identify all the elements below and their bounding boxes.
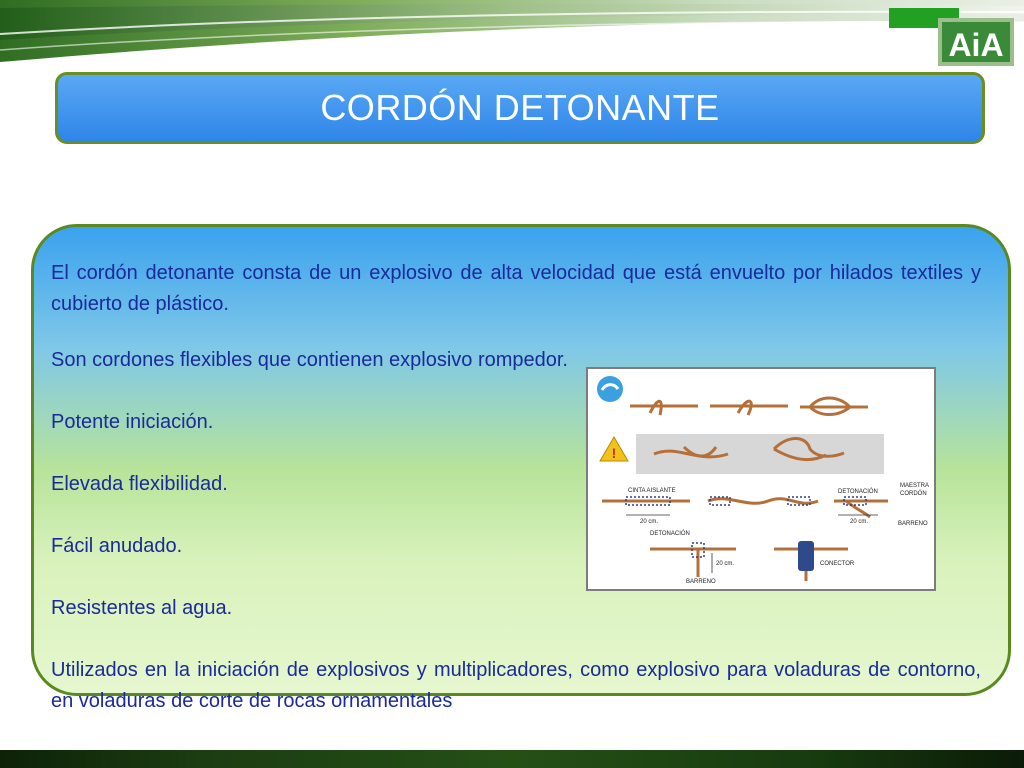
- label-cinta-aislante: CINTA AISLANTE: [628, 488, 676, 494]
- logo-text: AiA: [948, 27, 1004, 63]
- paragraph-knotting: Fácil anudado.: [51, 535, 183, 557]
- label-maestra: MAESTRA: [900, 483, 930, 489]
- slide-title-box: [55, 72, 985, 144]
- label-conector: CONECTOR: [820, 561, 855, 567]
- knot-row-4: [650, 530, 855, 585]
- header-decorative-band: [0, 0, 1024, 70]
- label-distance-1: 20 cm.: [640, 519, 659, 525]
- paragraph-flexible-cords: Son cordones flexibles que contienen explosivo rompedor.: [51, 349, 568, 371]
- incorrect-knots-banner: [636, 434, 884, 474]
- label-cordon: CORDÓN: [900, 491, 927, 497]
- svg-text:!: !: [611, 445, 617, 461]
- knot-row-3: [602, 483, 929, 527]
- paragraph-composition: El cordón detonante consta de un explosivo de alta velocidad que está envuelto por hilados textiles y cubierto de plástico.: [51, 262, 981, 315]
- aia-logo: [886, 6, 1016, 68]
- label-barreno-top: BARRENO: [898, 521, 928, 527]
- connector-icon: [798, 541, 814, 571]
- label-distance-2: 20 cm.: [850, 519, 869, 525]
- footer-decorative-band: [0, 750, 1024, 768]
- label-barreno-bottom: BARRENO: [686, 579, 716, 585]
- warning-icon: [600, 437, 628, 461]
- label-detonacion-top: DETONACIÓN: [838, 489, 878, 495]
- approved-icon: [597, 376, 623, 402]
- slide-title: CORDÓN DETONANTE: [320, 87, 720, 128]
- knot-row-1: [630, 398, 868, 415]
- paragraph-initiation: Potente iniciación.: [51, 411, 214, 433]
- label-detonacion-bottom: DETONACIÓN: [650, 531, 690, 537]
- paragraph-water-resistant: Resistentes al agua.: [51, 597, 233, 619]
- paragraph-flexibility: Elevada flexibilidad.: [51, 473, 228, 495]
- label-distance-3: 20 cm.: [716, 561, 735, 567]
- paragraph-uses: Utilizados en la iniciación de explosivos y multiplicadores, como explosivo para voladuras de contorno, en voladuras de corte de rocas ornamentales: [51, 659, 981, 712]
- knots-illustration: [586, 367, 936, 591]
